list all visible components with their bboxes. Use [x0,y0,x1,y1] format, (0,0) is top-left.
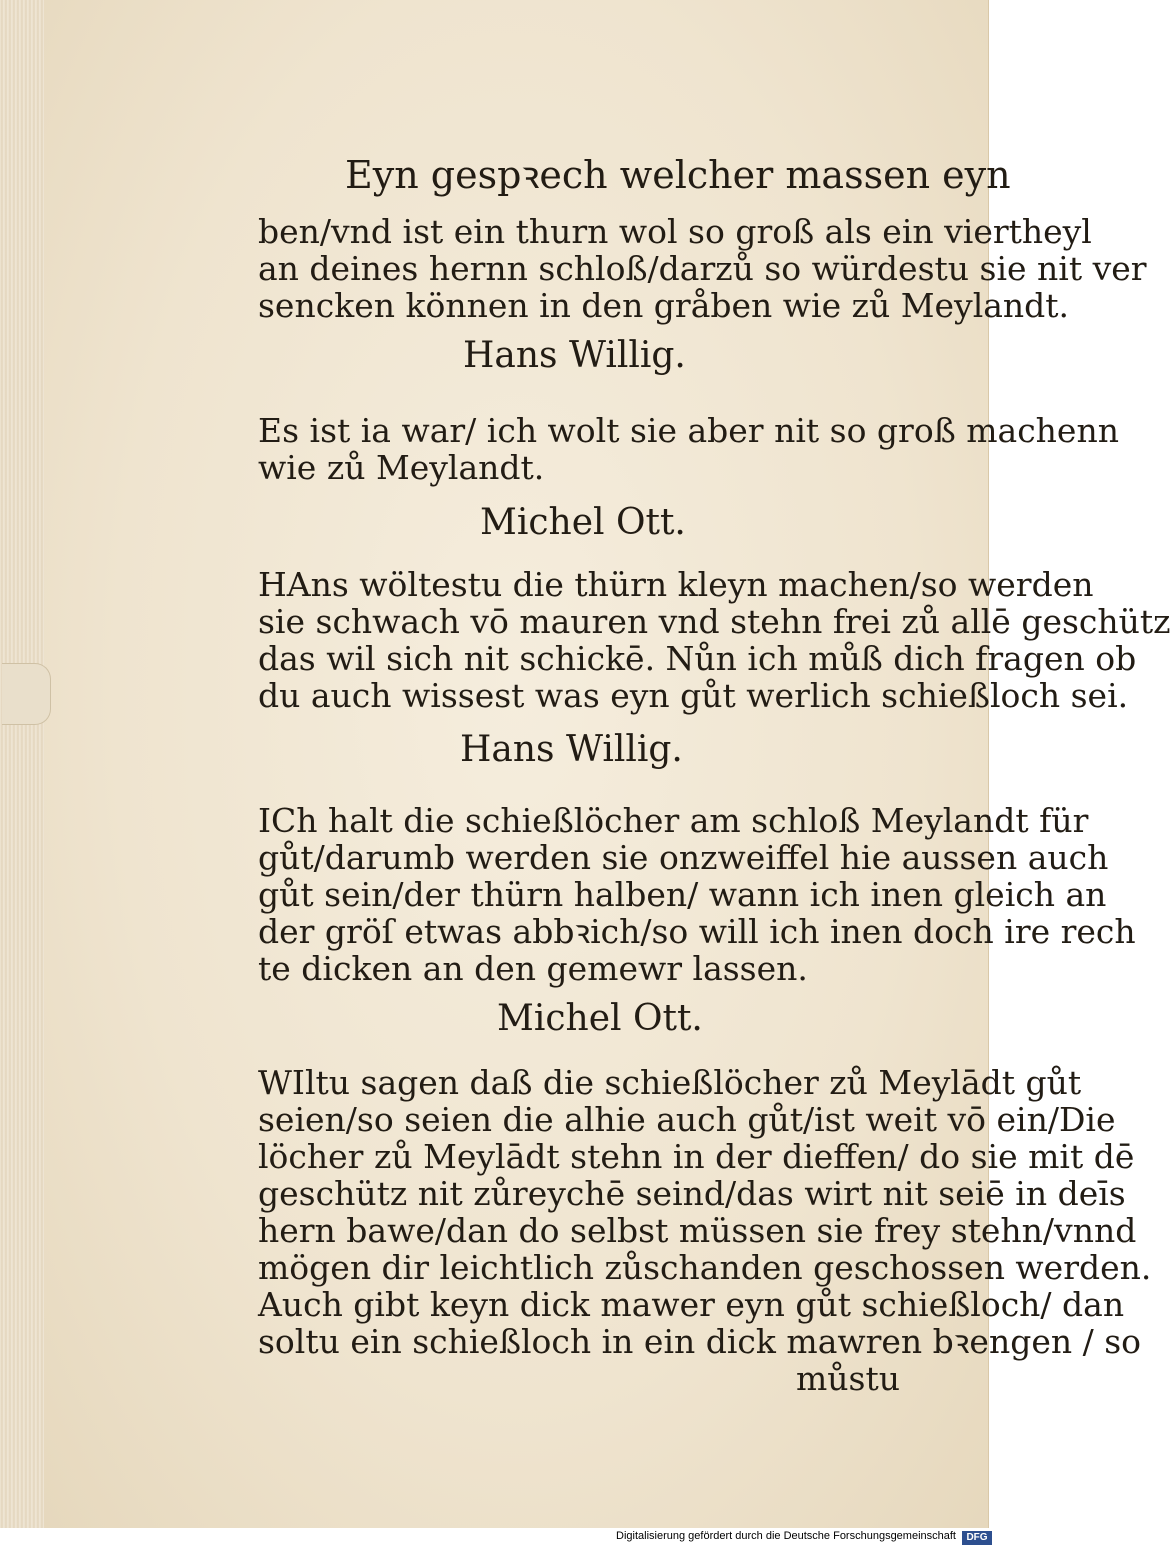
text-line: ben/vnd ist ein thurn wol so groß als ein viertheyl [258,212,1092,251]
paragraph-1 [258,212,1147,325]
dfg-logo: DFG [962,1531,992,1545]
text-line: Auch gibt keyn dick mawer eyn gůt schießloch/ dan [258,1285,1125,1324]
running-head: Eyn gespꝛech welcher massen eyn [345,153,1011,197]
speaker-heading: Hans Willig. [463,335,686,376]
text-line: du auch wissest was eyn gůt werlich schießloch sei. [258,676,1129,715]
speaker-heading: Michel Ott. [480,502,686,543]
text-line: an deines hernn schloß/darzů so würdestu sie nit ver [258,249,1147,288]
text-line: seien/so seien die alhie auch gůt/ist weit vō ein/Die [258,1100,1116,1139]
paragraph-2 [258,411,1119,487]
text-line: der gröſ etwas abbꝛich/so will ich inen doch ire rech [258,912,1136,951]
footer-credit: Digitalisierung gefördert durch die Deutsche Forschungsgemeinschaft [616,1530,956,1542]
text-line: ICh halt die schießlöcher am schloß Meylandt für [258,801,1089,840]
catchword: můstu [796,1359,900,1398]
page-tab [2,663,51,725]
text-line: hern bawe/dan do selbst müssen sie frey stehn/vnnd [258,1211,1137,1250]
text-line: Es ist ia war/ ich wolt sie aber nit so groß machenn [258,411,1119,450]
text-line: geschütz nit zůreychē seind/das wirt nit seiē in deīs [258,1174,1126,1213]
paragraph-5 [258,1063,1152,1398]
book-page-edges [0,0,45,1528]
text-line: löcher zů Meylādt stehn in der dieffen/ do sie mit dē [258,1137,1135,1176]
text-line: mögen dir leichtlich zůschanden geschossen werden. [258,1248,1152,1287]
text-line: sie schwach vō mauren vnd stehn frei zů allē geschütz [258,602,1171,641]
speaker-heading: Michel Ott. [497,998,703,1039]
text-line: wie zů Meylandt. [258,448,545,487]
text-line: sencken können in den gråben wie zů Meylandt. [258,286,1070,325]
text-line: soltu ein schießloch in ein dick mawren bꝛengen / so [258,1322,1142,1361]
text-line: das wil sich nit schickē. Nůn ich můß dich fragen ob [258,639,1137,678]
paragraph-3 [258,565,1171,715]
text-line: HAns wöltestu die thürn kleyn machen/so werden [258,565,1094,604]
speaker-heading: Hans Willig. [460,729,683,770]
digitization-footer [0,1528,1000,1548]
text-line: gůt/darumb werden sie onzweiffel hie aussen auch [258,838,1109,877]
paragraph-4 [258,801,1136,988]
text-line: gůt sein/der thürn halben/ wann ich inen gleich an [258,875,1107,914]
text-line: te dicken an den gemewr lassen. [258,949,808,988]
text-line: WIltu sagen daß die schießlöcher zů Meylādt gůt [258,1063,1082,1102]
